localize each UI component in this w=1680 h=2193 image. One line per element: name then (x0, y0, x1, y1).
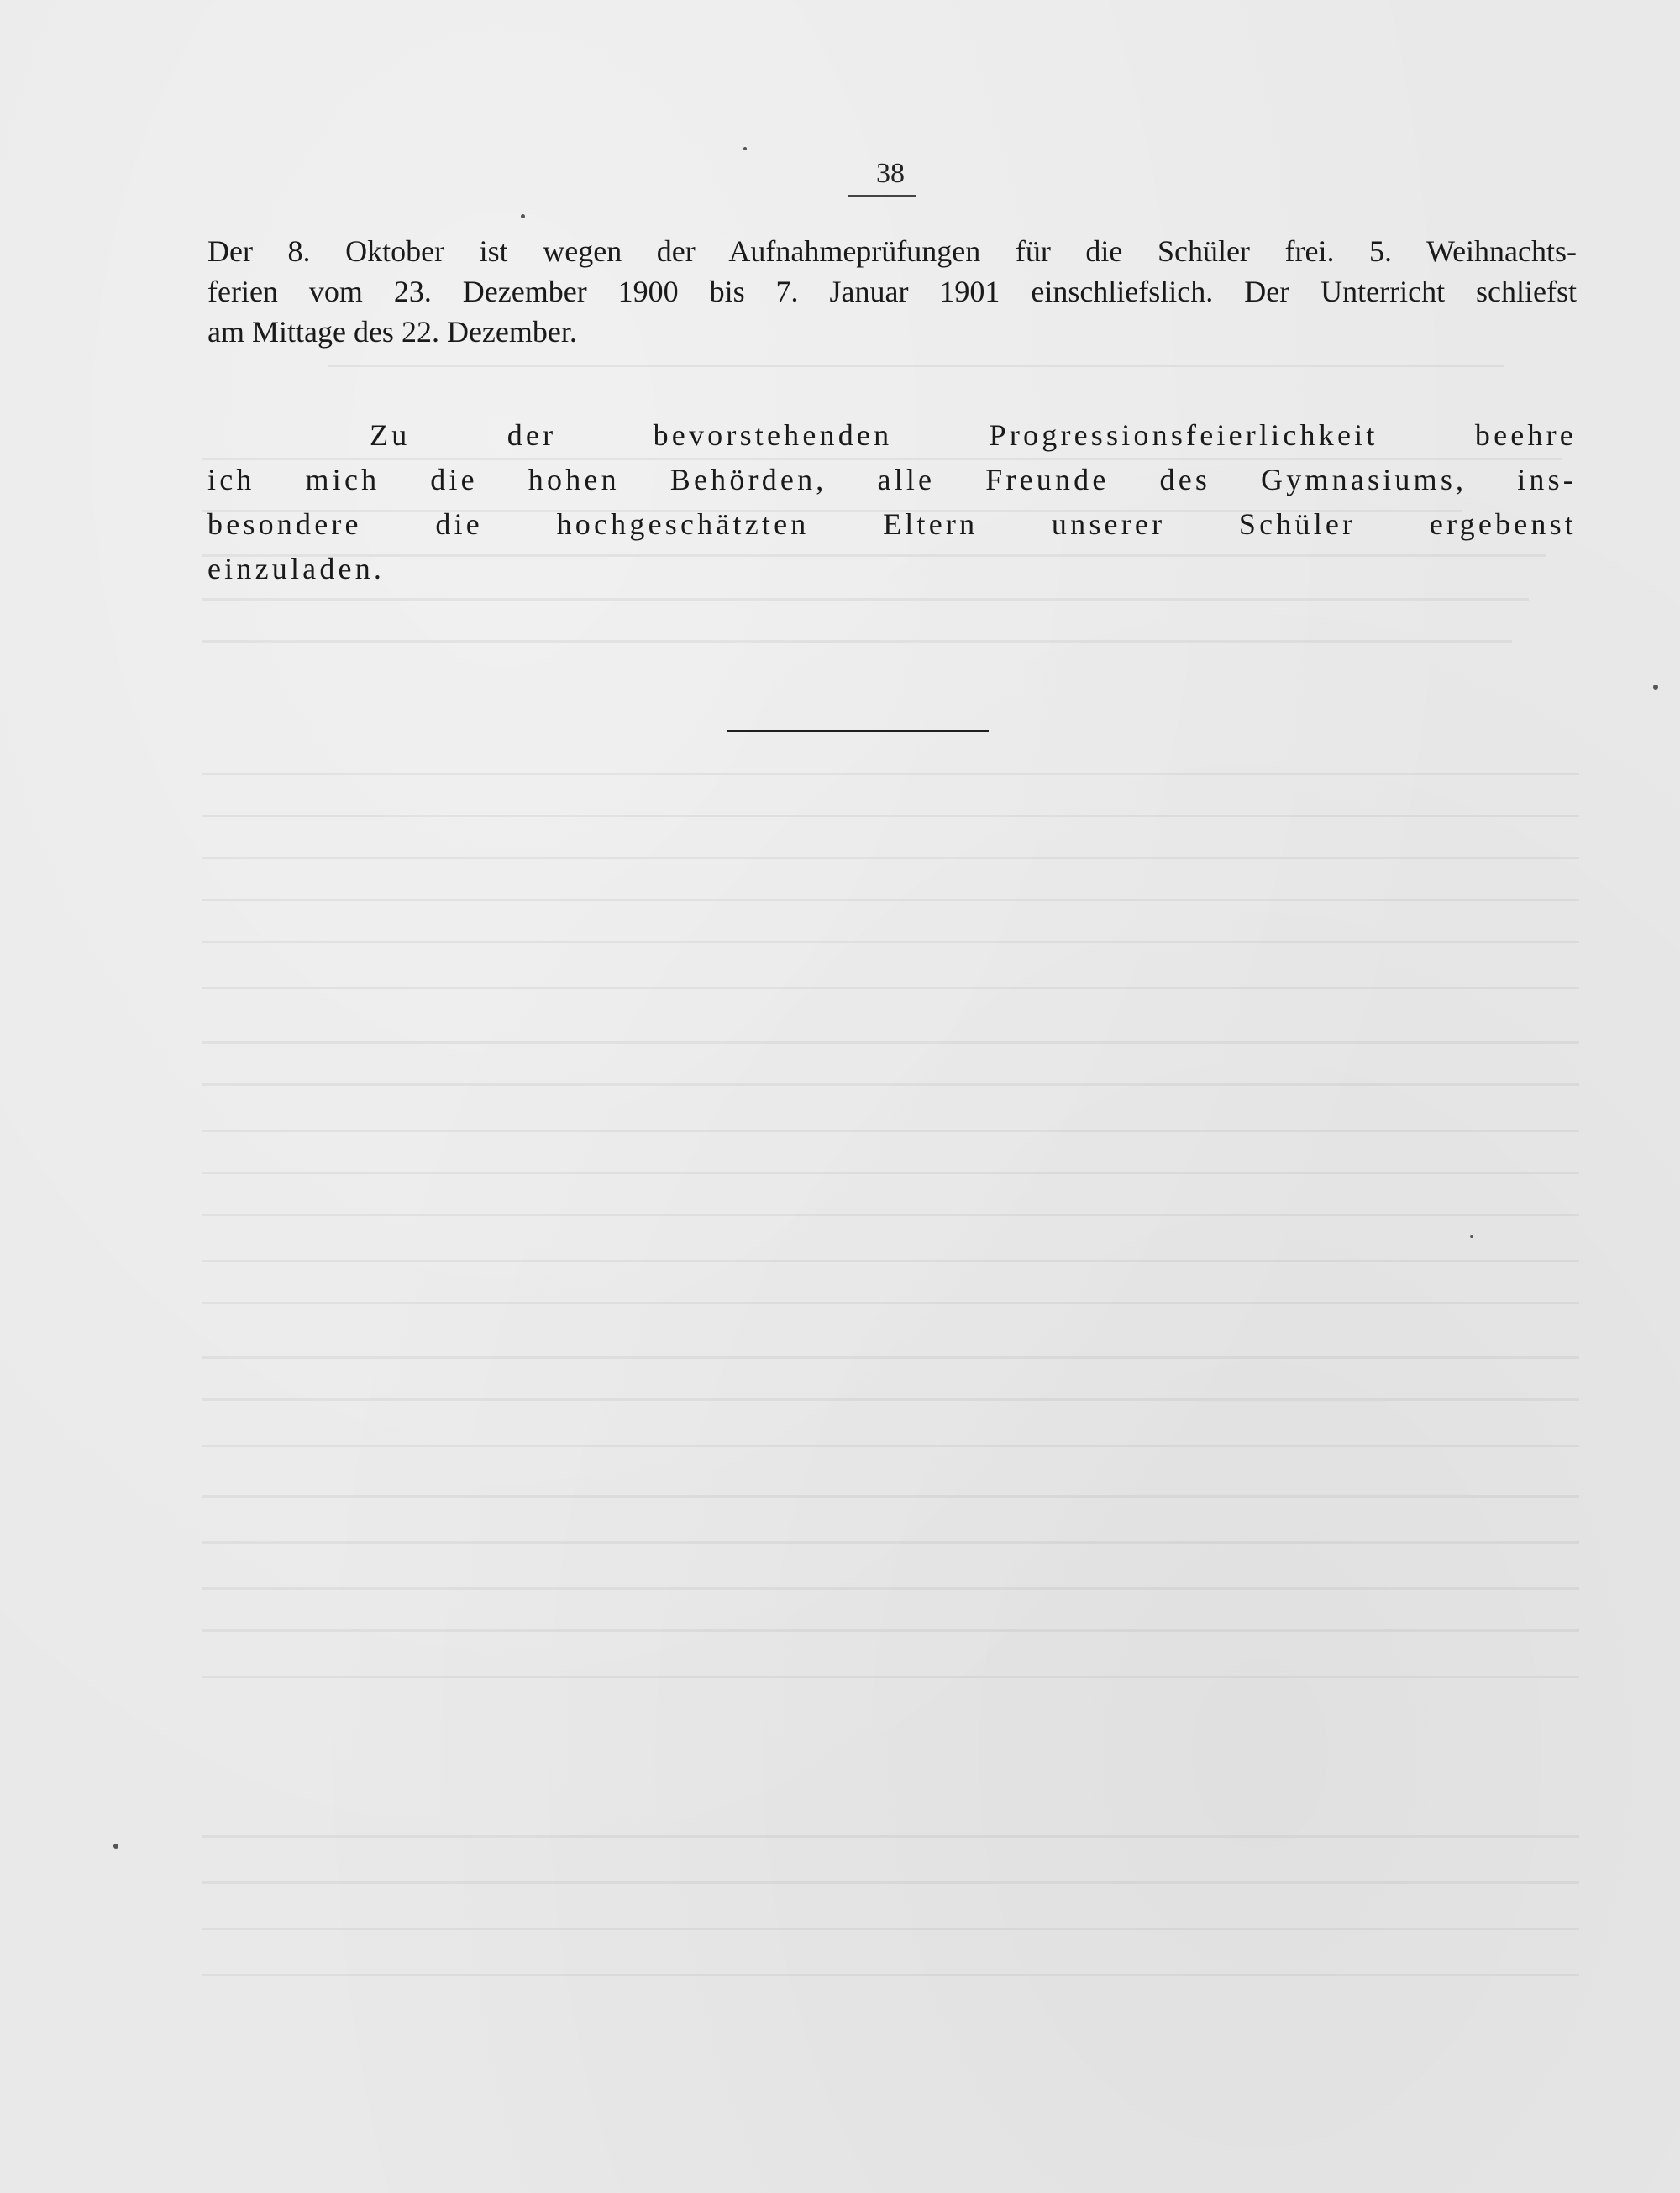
bleed-through-line (202, 1587, 1579, 1590)
intro-line: Der 8. Oktober ist wegen der Aufnahmeprüfungen für die Schüler frei. 5. Weihnachts- (207, 234, 1577, 268)
bleed-through-line (202, 1214, 1579, 1216)
invitation-paragraph (207, 413, 1577, 591)
bleed-through-line (202, 1881, 1579, 1884)
bleed-through-line (202, 1495, 1579, 1498)
bleed-through-line (202, 1172, 1579, 1174)
page-number-underline (848, 195, 916, 197)
bleed-through-line (202, 987, 1579, 989)
scan-speck (1653, 685, 1658, 690)
bleed-through-line (202, 1356, 1579, 1359)
invitation-line: besondere die hochgeschätzten Eltern unserer Schüler ergebenst (207, 507, 1577, 541)
page-number: 38 (876, 158, 905, 189)
intro-paragraph (207, 231, 1577, 352)
bleed-through-line (202, 1041, 1579, 1044)
closing-rule (727, 730, 989, 732)
bleed-through-line (202, 773, 1579, 775)
bleed-through-line (202, 857, 1579, 859)
bleed-through-line (202, 1541, 1579, 1544)
bleed-through-line (202, 1629, 1579, 1632)
bleed-through-line (202, 1676, 1579, 1678)
bleed-through-line (202, 1974, 1579, 1976)
bleed-through-line (202, 1083, 1579, 1086)
bleed-through-line (202, 1260, 1579, 1262)
bleed-through-line (202, 1302, 1579, 1304)
bleed-through-line (202, 815, 1579, 817)
invitation-line: ich mich die hohen Behörden, alle Freunde des Gymnasiums, ins- (207, 463, 1577, 496)
bleed-through-line (202, 1835, 1579, 1838)
scan-speck (1470, 1235, 1473, 1238)
bleed-through-line (202, 941, 1579, 943)
invitation-line: Zu der bevorstehenden Progressionsfeierlichkeit beehre (370, 418, 1577, 452)
scan-speck (113, 1844, 118, 1849)
invitation-line: einzuladen. (207, 552, 386, 585)
scan-speck (521, 214, 525, 218)
bleed-through-line (202, 1398, 1579, 1401)
bleed-through-line (202, 1445, 1579, 1447)
bleed-through-line (202, 598, 1529, 601)
bleed-through-line (202, 1928, 1579, 1930)
bleed-through-line (202, 1130, 1579, 1132)
intro-line: ferien vom 23. Dezember 1900 bis 7. Januar 1901 einschliefslich. Der Unterricht schliefst (207, 275, 1577, 308)
intro-line: am Mittage des 22. Dezember. (207, 315, 577, 349)
bleed-through-line (202, 899, 1579, 901)
scan-speck (743, 147, 747, 150)
bleed-through-line (202, 640, 1512, 643)
